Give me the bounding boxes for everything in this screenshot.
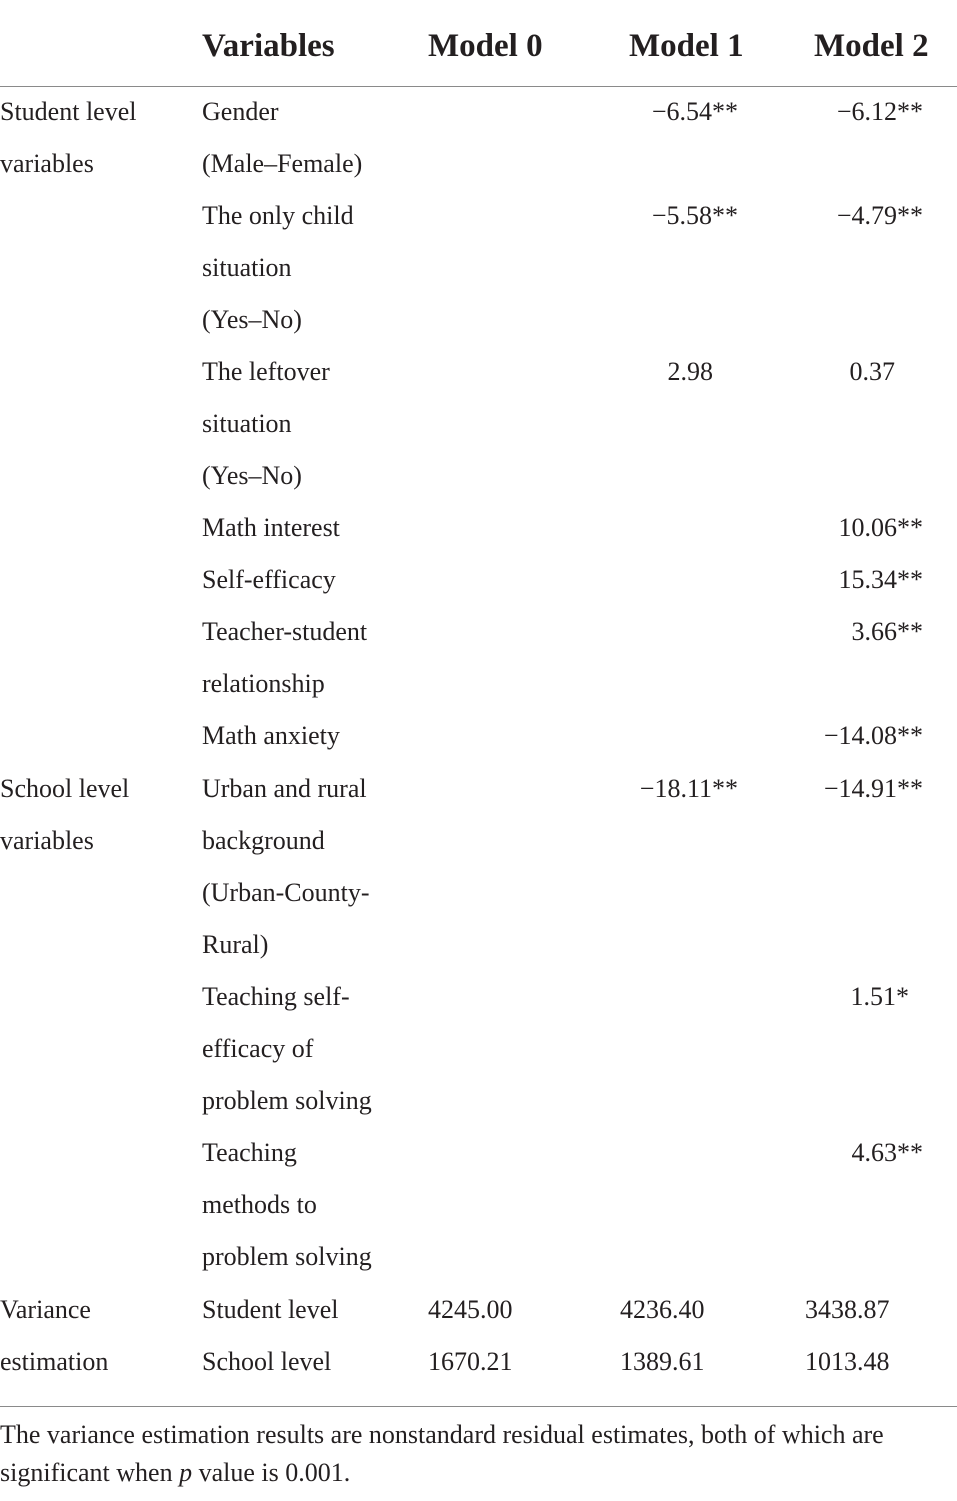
- math-anxiety-model2: −14.08**: [823, 721, 923, 750]
- var-student-level: Student level: [202, 1295, 339, 1324]
- group-student-line2: variables: [0, 149, 94, 178]
- group-school-line2: variables: [0, 826, 94, 855]
- footnote-text-1: The variance estimation results are nonstandard residual estimates, both of which are significant when: [0, 1420, 884, 1487]
- urban-rural-model2: −14.91**: [823, 774, 923, 803]
- self-efficacy-model2: 15.34**: [838, 565, 923, 594]
- var-school-level: School level: [202, 1347, 332, 1376]
- var-school-model1: 1389.61: [620, 1347, 705, 1376]
- urban-rural-model1: −18.11**: [639, 774, 738, 803]
- var-only-child-l2: situation: [202, 253, 292, 282]
- gender-model2: −6.12**: [836, 97, 923, 126]
- var-urban-rural-l2: background: [202, 826, 325, 855]
- var-gender-l2: (Male–Female): [202, 149, 363, 178]
- var-math-interest: Math interest: [202, 513, 340, 542]
- var-school-model0: 1670.21: [428, 1347, 513, 1376]
- var-leftover-l1: The leftover: [202, 357, 330, 386]
- var-teach-methods-l1: Teaching: [202, 1138, 297, 1167]
- header-model-2: Model 2: [814, 28, 929, 64]
- var-teach-methods-l2: methods to: [202, 1190, 317, 1219]
- group-school-line1: School level: [0, 774, 130, 803]
- var-only-child-l1: The only child: [202, 201, 354, 230]
- footnote-text-2: value is 0.001.: [192, 1458, 351, 1487]
- teach-self-eff-model2: 1.51*: [850, 982, 909, 1011]
- var-leftover-l2: situation: [202, 409, 292, 438]
- table-footnote: [0, 1416, 950, 1492]
- var-teach-self-eff-l2: efficacy of: [202, 1034, 314, 1063]
- var-student-model0: 4245.00: [428, 1295, 513, 1324]
- var-school-model2: 1013.48: [805, 1347, 890, 1376]
- var-teacher-student-l1: Teacher-student: [202, 617, 368, 646]
- leftover-model2: 0.37: [849, 357, 895, 386]
- var-only-child-l3: (Yes–No): [202, 305, 302, 334]
- var-math-anxiety: Math anxiety: [202, 721, 340, 750]
- header-variables: Variables: [202, 28, 335, 64]
- var-gender-l1: Gender: [202, 97, 279, 126]
- only-child-model2: −4.79**: [836, 201, 923, 230]
- header-model-1: Model 1: [629, 28, 744, 64]
- group-variance-line2: estimation: [0, 1347, 109, 1376]
- var-teach-self-eff-l1: Teaching self-: [202, 982, 350, 1011]
- only-child-model1: −5.58**: [651, 201, 738, 230]
- teach-methods-model2: 4.63**: [851, 1138, 923, 1167]
- var-student-model1: 4236.40: [620, 1295, 705, 1324]
- var-urban-rural-l3: (Urban-County-: [202, 878, 370, 907]
- var-teach-methods-l3: problem solving: [202, 1242, 372, 1271]
- group-student-line1: Student level: [0, 97, 137, 126]
- var-student-model2: 3438.87: [805, 1295, 890, 1324]
- gender-model1: −6.54**: [651, 97, 738, 126]
- var-urban-rural-l4: Rural): [202, 930, 269, 959]
- teacher-student-model2: 3.66**: [851, 617, 923, 646]
- footnote-italic-p: p: [179, 1458, 193, 1487]
- leftover-model1: 2.98: [667, 357, 713, 386]
- math-interest-model2: 10.06**: [838, 513, 923, 542]
- var-teacher-student-l2: relationship: [202, 669, 325, 698]
- var-urban-rural-l1: Urban and rural: [202, 774, 367, 803]
- var-self-efficacy: Self-efficacy: [202, 565, 336, 594]
- var-teach-self-eff-l3: problem solving: [202, 1086, 372, 1115]
- group-variance-line1: Variance: [0, 1295, 91, 1324]
- bottom-rule: [0, 1406, 957, 1407]
- var-leftover-l3: (Yes–No): [202, 461, 302, 490]
- header-model-0: Model 0: [428, 28, 543, 64]
